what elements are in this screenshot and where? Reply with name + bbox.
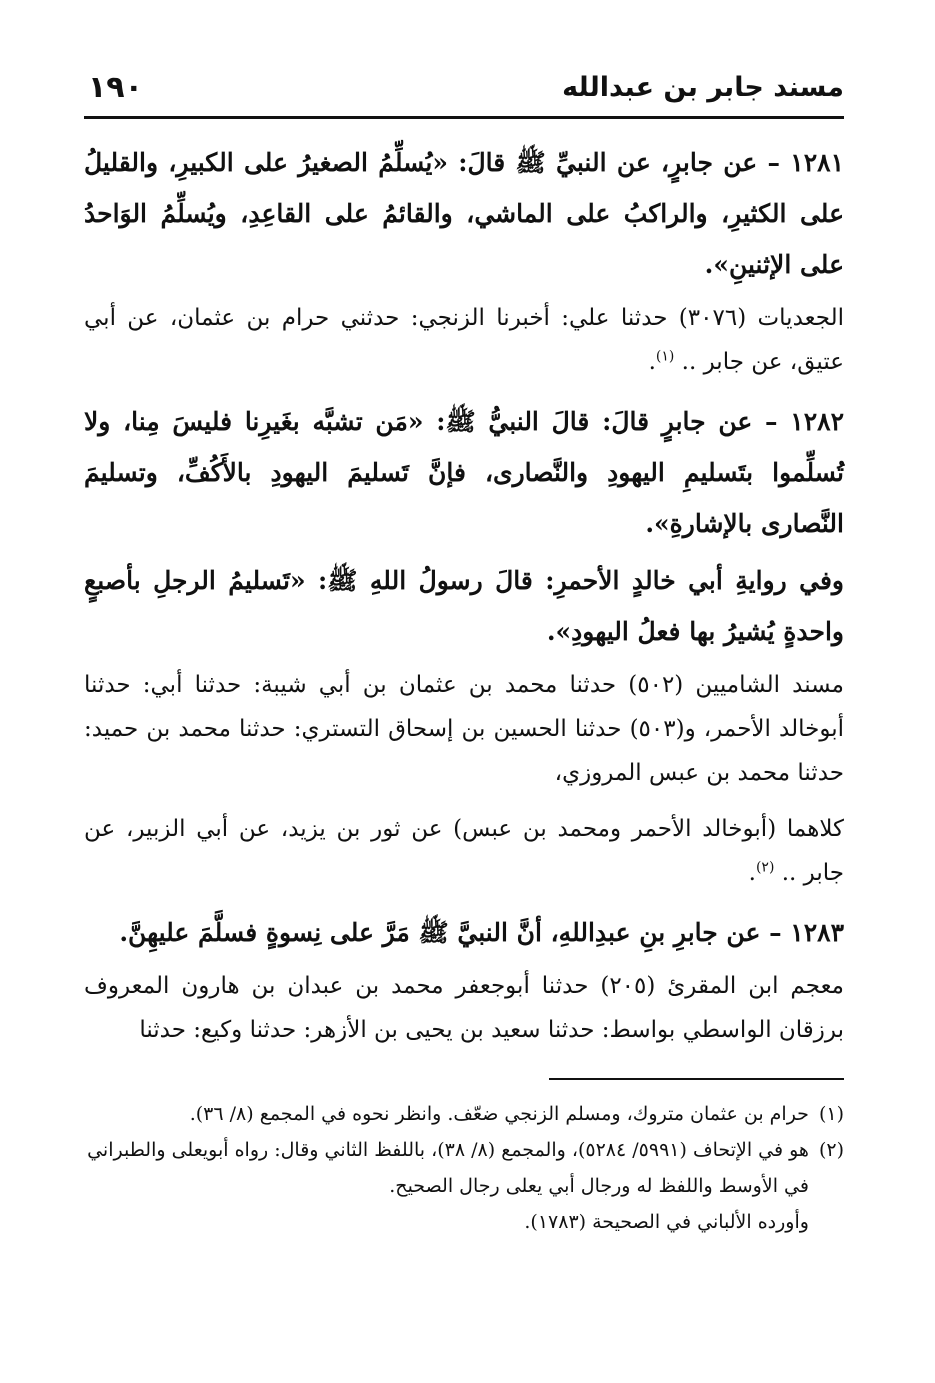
footnote-ref-2: (٢) [755, 859, 775, 876]
hadith-1282-source-2-text: كلاهما (أبوخالد الأحمر ومحمد بن عبس) عن ثور بن يزيد، عن أبي الزبير، عن جابر .. [84, 816, 844, 886]
footnotes [84, 1096, 844, 1240]
hadith-1281-text: ١٢٨١ – عن جابرٍ، عن النبيِّ ﷺ قالَ: «يُسلِّمُ الصغيرُ على الكبيرِ، والقليلُ على الكثيرِ، والراكبُ على الماشي، والقائمُ على القاعِدِ، ويُسلِّمُ الوَاحدُ على الإثنينِ». [84, 148, 844, 279]
hadith-1281-source: الجعديات (٣٠٧٦) حدثنا علي: أخبرنا الزنجي: حدثني حرام بن عثمان، عن أبي عتيق، عن جابر .. $^{(١)}$. [84, 305, 844, 375]
hadith-1283-source: معجم ابن المقرئ (٢٠٥) حدثنا أبوجعفر محمد بن عبدان بن هارون المعروف برزقان الواسطي بواسط: حدثنا سعيد بن يحيى بن الأزهر: حدثنا وكيع: حدثنا [84, 973, 844, 1043]
book-page [84, 60, 844, 1240]
hadith-1282-source: مسند الشاميين (٥٠٢) حدثنا محمد بن عثمان بن أبي شيبة: حدثنا أبي: حدثنا أبوخالد الأحمر، و(٥٠٣) حدثنا الحسين بن إسحاق التستري: حدثنا محمد بن حميد: حدثنا محمد بن عبس المروزي، [84, 672, 844, 786]
running-title: مسند جابر بن عبدالله [562, 72, 844, 103]
hadith-1282-text: ١٢٨٢ – عن جابرٍ قالَ: قالَ النبيُّ ﷺ: «مَن تشبَّه بغَيرِنا فليسَ مِنا، ولا تُسلِّموا بتَسليمِ اليهودِ والنَّصارى، فإنَّ تَسليمَ اليهودِ بالأَكُفِّ، وتسليمَ النَّصارى بالإشارةِ». [84, 407, 844, 538]
footnote-2-text: هو في الإتحاف (٥٩٩١/ ٥٢٨٤)، والمجمع (٨/ ٣٨)، باللفظ الثاني وقال: رواه أبويعلى والطبراني في الأوسط واللفظ له ورجال أبي يعلى رجال الصحيح. [87, 1139, 809, 1197]
hadith-1282-source-2: كلاهما (أبوخالد الأحمر ومحمد بن عبس) عن ثور بن يزيد، عن أبي الزبير، عن جابر .. $^{(٢)}$. [84, 816, 844, 886]
hadith-1281-source-text: الجعديات (٣٠٧٦) حدثنا علي: أخبرنا الزنجي: حدثني حرام بن عثمان، عن أبي عتيق، عن جابر .. [84, 305, 844, 375]
page-header [84, 60, 844, 119]
footnote-2 [84, 1132, 844, 1240]
footnote-separator [549, 1078, 844, 1080]
footnote-ref-1: (١) [655, 348, 675, 365]
footnote-2-number: (٢) [818, 1139, 844, 1161]
page-number: ١٩٠ [88, 70, 143, 105]
footnote-1-text: حرام بن عثمان متروك، ومسلم الزنجي ضعّف. وانظر نحوه في المجمع (٨/ ٣٦). [189, 1103, 809, 1125]
footnote-1-number: (١) [818, 1103, 844, 1125]
footnote-1 [84, 1096, 844, 1132]
hadith-1283-text: ١٢٨٣ – عن جابرِ بنِ عبدِاللهِ، أنَّ النبيَّ ﷺ مَرَّ على نِسوةٍ فسلَّمَ عليهِنَّ. [119, 918, 844, 947]
hadith-1282-variant: وفي روايةِ أبي خالدٍ الأحمرِ: قالَ رسولُ اللهِ ﷺ: «تَسليمُ الرجلِ بأصبعٍ واحدةٍ يُشيرُ بها فعلُ اليهودِ». [84, 566, 844, 646]
page-body [84, 137, 844, 1052]
footnote-2-content [84, 1132, 809, 1240]
footnote-2-text-2: وأورده الألباني في الصحيحة (١٧٨٣). [524, 1211, 809, 1233]
